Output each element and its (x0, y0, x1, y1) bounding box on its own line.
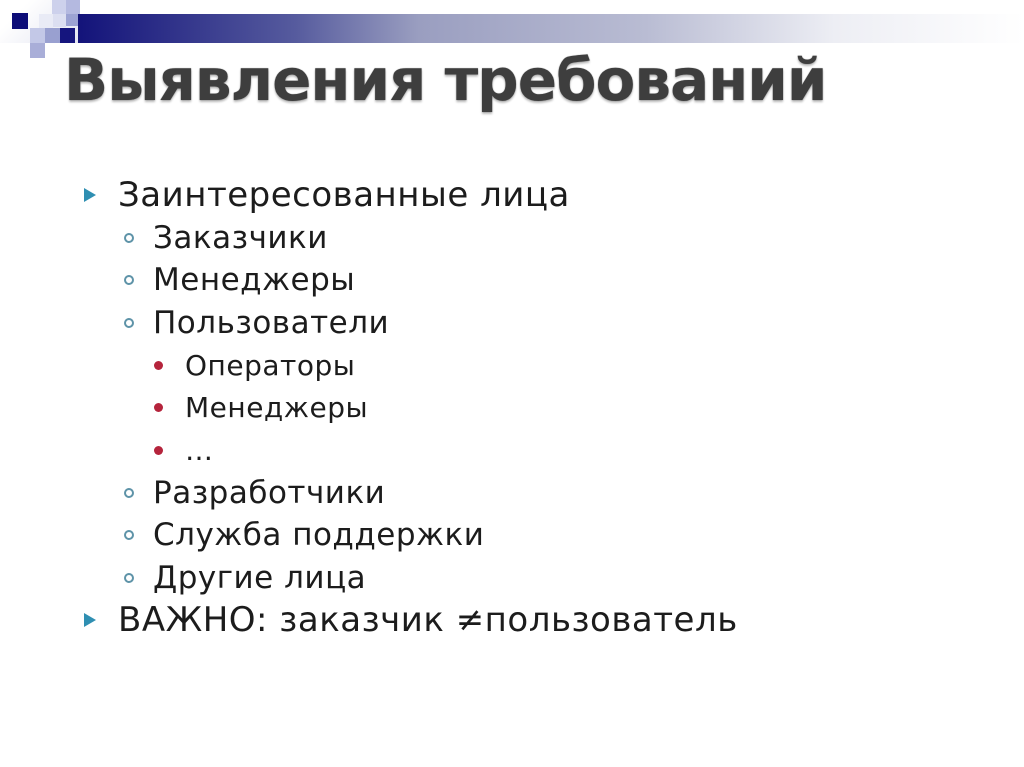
list-item-label: Другие лица (153, 559, 367, 596)
list-item (0, 174, 1024, 217)
slide-title: Выявления требований (64, 46, 827, 114)
list-item-label: Операторы (185, 348, 356, 382)
list-item-label: Менеджеры (185, 391, 369, 425)
decor-square (45, 28, 60, 43)
decor-square (39, 14, 53, 28)
list-item (0, 302, 1024, 345)
list-item (0, 599, 1024, 642)
list-item-label: Заинтересованные лица (118, 175, 570, 216)
decor-square (30, 28, 45, 43)
list-item-label: Менеджеры (153, 262, 356, 299)
decor-square (66, 14, 78, 26)
list-item (0, 344, 1024, 387)
list-item (0, 259, 1024, 302)
dot-bullet-icon (154, 361, 163, 370)
circle-bullet-icon (124, 530, 134, 540)
list-item-label: Разработчики (153, 474, 386, 511)
circle-bullet-icon (124, 318, 134, 328)
list-item-label: ВАЖНО: заказчик ≠пользователь (118, 600, 738, 641)
circle-bullet-icon (124, 275, 134, 285)
decor-square (53, 14, 66, 27)
dot-bullet-icon (154, 403, 163, 412)
list-item (0, 472, 1024, 515)
list-item-label: Служба поддержки (153, 517, 485, 554)
decor-square (12, 13, 28, 29)
triangle-bullet-icon (84, 188, 96, 202)
list-item (0, 514, 1024, 557)
circle-bullet-icon (124, 233, 134, 243)
decor-square (66, 0, 80, 14)
decor-square (30, 43, 45, 58)
header-bar (78, 14, 1024, 43)
list-item (0, 429, 1024, 472)
list-item (0, 557, 1024, 600)
circle-bullet-icon (124, 573, 134, 583)
list-item (0, 387, 1024, 430)
list-item-label: Пользователи (153, 304, 390, 341)
list-item-label: Заказчики (153, 219, 328, 256)
triangle-bullet-icon (84, 613, 96, 627)
dot-bullet-icon (154, 446, 163, 455)
list-item-label: … (185, 433, 214, 467)
decor-square (60, 28, 75, 43)
list-item (0, 217, 1024, 260)
circle-bullet-icon (124, 488, 134, 498)
bullet-list (0, 174, 1024, 642)
decor-square (52, 0, 66, 14)
